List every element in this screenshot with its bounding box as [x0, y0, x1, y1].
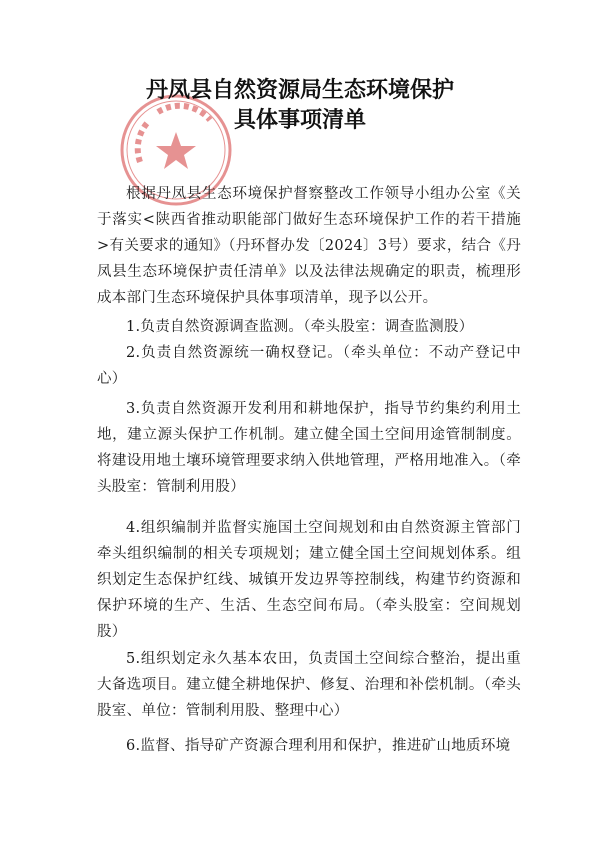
- list-item: 2.负责自然资源统一确权登记。（牵头单位：不动产登记中心）: [97, 345, 521, 387]
- list-item: 4.组织编制并监督实施国土空间规划和由自然资源主管部门牵头组织编制的相关专项规划；建立健全国土空间规划体系。组织划定生态保护红线、城镇开发边界等控制线，构建节约资源和保护环境的生产、生活、生态空间布局。（牵头股室：空间规划股）: [97, 520, 521, 640]
- intro-paragraph: 根据丹凤县生态环境保护督察整改工作领导小组办公室《关于落实<陕西省推动职能部门做好生态环境保护工作的若干措施>有关要求的通知》（丹环督办发〔2024〕3号）要求，结合《丹凤县生态环境保护责任清单》以及法律法规确定的职责，梳理形成本部门生态环境保护具体事项清单，现予以公开。: [97, 186, 521, 306]
- list-item: 5.组织划定永久基本农田，负责国土空间综合整治，提出重大备选项目。建立健全耕地保护、修复、治理和补偿机制。（牵头股室、单位：管制利用股、整理中心）: [97, 651, 521, 719]
- document-title: [0, 76, 600, 136]
- list-item: 3.负责自然资源开发利用和耕地保护，指导节约集约利用土地，建立源头保护工作机制。建立健全国土空间用途管制制度。将建设用地土壤环境管理要求纳入供地管理，严格用地准入。（牵头股室：管制利用股）: [97, 401, 521, 495]
- list-item: 1.负责自然资源调查监测。（牵头股室：调查监测股）: [126, 319, 474, 335]
- title-line-2: 具体事项清单: [233, 108, 366, 133]
- list-item: 6.监督、指导矿产资源合理利用和保护，推进矿山地质环境: [126, 738, 511, 754]
- title-line-1: 丹凤县自然资源局生态环境保护: [145, 78, 454, 103]
